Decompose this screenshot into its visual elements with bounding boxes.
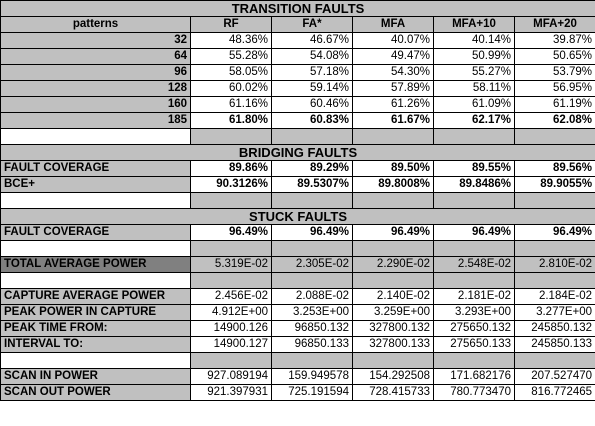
coverage-cell: 54.08% [272,49,353,65]
value-cell: 96.49% [515,225,595,241]
value-cell: 921.397931 [191,385,272,401]
value-cell: 89.55% [434,161,515,177]
pattern-count: 32 [1,33,191,49]
pattern-row [1,113,595,129]
value-cell: 89.8486% [434,177,515,193]
spacer-cell [515,273,595,289]
coverage-cell: 60.46% [272,97,353,113]
value-cell: 927.089194 [191,369,272,385]
spacer-cell [191,129,272,145]
coverage-cell: 62.08% [515,113,595,129]
value-cell: 728.415733 [353,385,434,401]
coverage-cell: 53.79% [515,65,595,81]
data-row [1,305,595,321]
data-row [1,257,595,273]
coverage-cell: 55.28% [191,49,272,65]
spacer-row [1,353,595,369]
header-row [1,17,595,33]
spacer-cell [434,273,515,289]
value-cell: 2.810E-02 [515,257,595,273]
spacer-cell [272,353,353,369]
data-row [1,225,595,241]
row-label: SCAN IN POWER [1,369,191,385]
coverage-cell: 39.87% [515,33,595,49]
spacer-cell [434,129,515,145]
value-cell: 90.3126% [191,177,272,193]
value-cell: 4.912E+00 [191,305,272,321]
value-cell: 89.50% [353,161,434,177]
pattern-count: 96 [1,65,191,81]
coverage-cell: 54.30% [353,65,434,81]
pattern-row [1,65,595,81]
coverage-cell: 55.27% [434,65,515,81]
coverage-cell: 58.05% [191,65,272,81]
coverage-cell: 49.47% [353,49,434,65]
coverage-cell: 48.36% [191,33,272,49]
value-cell: 96850.133 [272,337,353,353]
spacer-cell [191,193,272,209]
column-header: MFA+10 [434,17,515,33]
value-cell: 3.277E+00 [515,305,595,321]
value-cell: 14900.127 [191,337,272,353]
coverage-cell: 60.83% [272,113,353,129]
value-cell: 5.319E-02 [191,257,272,273]
value-cell: 89.86% [191,161,272,177]
value-cell: 207.527470 [515,369,595,385]
spacer-cell [515,241,595,257]
pattern-count: 185 [1,113,191,129]
value-cell: 327800.133 [353,337,434,353]
value-cell: 2.456E-02 [191,289,272,305]
pattern-count: 128 [1,81,191,97]
spacer-cell [272,129,353,145]
row-label: CAPTURE AVERAGE POWER [1,289,191,305]
value-cell: 171.682176 [434,369,515,385]
pattern-count: 64 [1,49,191,65]
coverage-cell: 40.07% [353,33,434,49]
pattern-row [1,33,595,49]
value-cell: 96850.132 [272,321,353,337]
row-label: PEAK POWER IN CAPTURE [1,305,191,321]
spacer-cell [515,193,595,209]
bridging-faults-title-label: BRIDGING FAULTS [1,145,595,161]
spacer-cell [353,129,434,145]
spacer-cell [1,273,191,289]
row-label: TOTAL AVERAGE POWER [1,257,191,273]
column-header: patterns [1,17,191,33]
coverage-cell: 50.65% [515,49,595,65]
spacer-row [1,129,595,145]
bridging-faults-title [1,145,595,161]
column-header: RF [191,17,272,33]
spacer-cell [515,129,595,145]
value-cell: 2.181E-02 [434,289,515,305]
data-row [1,337,595,353]
spacer-cell [353,273,434,289]
coverage-cell: 57.18% [272,65,353,81]
coverage-cell: 50.99% [434,49,515,65]
row-label: FAULT COVERAGE [1,161,191,177]
data-row [1,161,595,177]
stuck-faults-title [1,209,595,225]
stuck-faults-title-label: STUCK FAULTS [1,209,595,225]
data-row [1,289,595,305]
coverage-cell: 60.02% [191,81,272,97]
value-cell: 89.9055% [515,177,595,193]
coverage-cell: 57.89% [353,81,434,97]
pattern-row [1,81,595,97]
column-header: FA* [272,17,353,33]
spacer-cell [353,353,434,369]
spacer-cell [1,241,191,257]
column-header: MFA+20 [515,17,595,33]
value-cell: 275650.133 [434,337,515,353]
value-cell: 89.5307% [272,177,353,193]
coverage-cell: 59.14% [272,81,353,97]
pattern-row [1,49,595,65]
value-cell: 816.772465 [515,385,595,401]
value-cell: 245850.132 [515,321,595,337]
spacer-row [1,241,595,257]
spacer-row [1,193,595,209]
transition-faults-title-label: TRANSITION FAULTS [1,1,595,17]
value-cell: 2.305E-02 [272,257,353,273]
coverage-cell: 46.67% [272,33,353,49]
value-cell: 96.49% [191,225,272,241]
value-cell: 2.184E-02 [515,289,595,305]
coverage-cell: 61.80% [191,113,272,129]
spacer-cell [191,273,272,289]
data-row [1,321,595,337]
coverage-cell: 61.67% [353,113,434,129]
value-cell: 327800.132 [353,321,434,337]
spacer-cell [353,193,434,209]
value-cell: 3.259E+00 [353,305,434,321]
value-cell: 96.49% [272,225,353,241]
value-cell: 159.949578 [272,369,353,385]
coverage-cell: 58.11% [434,81,515,97]
coverage-cell: 61.09% [434,97,515,113]
row-label: PEAK TIME FROM: [1,321,191,337]
coverage-cell: 56.95% [515,81,595,97]
pattern-count: 160 [1,97,191,113]
spacer-row [1,273,595,289]
spacer-cell [1,353,191,369]
spacer-cell [272,273,353,289]
data-row [1,385,595,401]
value-cell: 89.29% [272,161,353,177]
value-cell: 3.293E+00 [434,305,515,321]
value-cell: 89.56% [515,161,595,177]
value-cell: 2.088E-02 [272,289,353,305]
spacer-cell [1,129,191,145]
spacer-cell [1,193,191,209]
coverage-cell: 61.16% [191,97,272,113]
spacer-cell [191,241,272,257]
value-cell: 14900.126 [191,321,272,337]
value-cell: 2.140E-02 [353,289,434,305]
coverage-cell: 62.17% [434,113,515,129]
pattern-row [1,97,595,113]
spacer-cell [272,241,353,257]
value-cell: 2.548E-02 [434,257,515,273]
value-cell: 245850.133 [515,337,595,353]
spacer-cell [515,353,595,369]
spacer-cell [434,241,515,257]
value-cell: 780.773470 [434,385,515,401]
value-cell: 154.292508 [353,369,434,385]
coverage-cell: 61.26% [353,97,434,113]
coverage-cell: 61.19% [515,97,595,113]
value-cell: 89.8008% [353,177,434,193]
row-label: FAULT COVERAGE [1,225,191,241]
spacer-cell [191,353,272,369]
data-row [1,177,595,193]
spacer-cell [434,193,515,209]
value-cell: 96.49% [434,225,515,241]
row-label: BCE+ [1,177,191,193]
value-cell: 96.49% [353,225,434,241]
value-cell: 3.253E+00 [272,305,353,321]
column-header: MFA [353,17,434,33]
row-label: INTERVAL TO: [1,337,191,353]
coverage-cell: 40.14% [434,33,515,49]
value-cell: 275650.132 [434,321,515,337]
spacer-cell [434,353,515,369]
spacer-cell [353,241,434,257]
data-row [1,369,595,385]
value-cell: 2.290E-02 [353,257,434,273]
spacer-cell [272,193,353,209]
transition-faults-title [1,1,595,17]
value-cell: 725.191594 [272,385,353,401]
row-label: SCAN OUT POWER [1,385,191,401]
